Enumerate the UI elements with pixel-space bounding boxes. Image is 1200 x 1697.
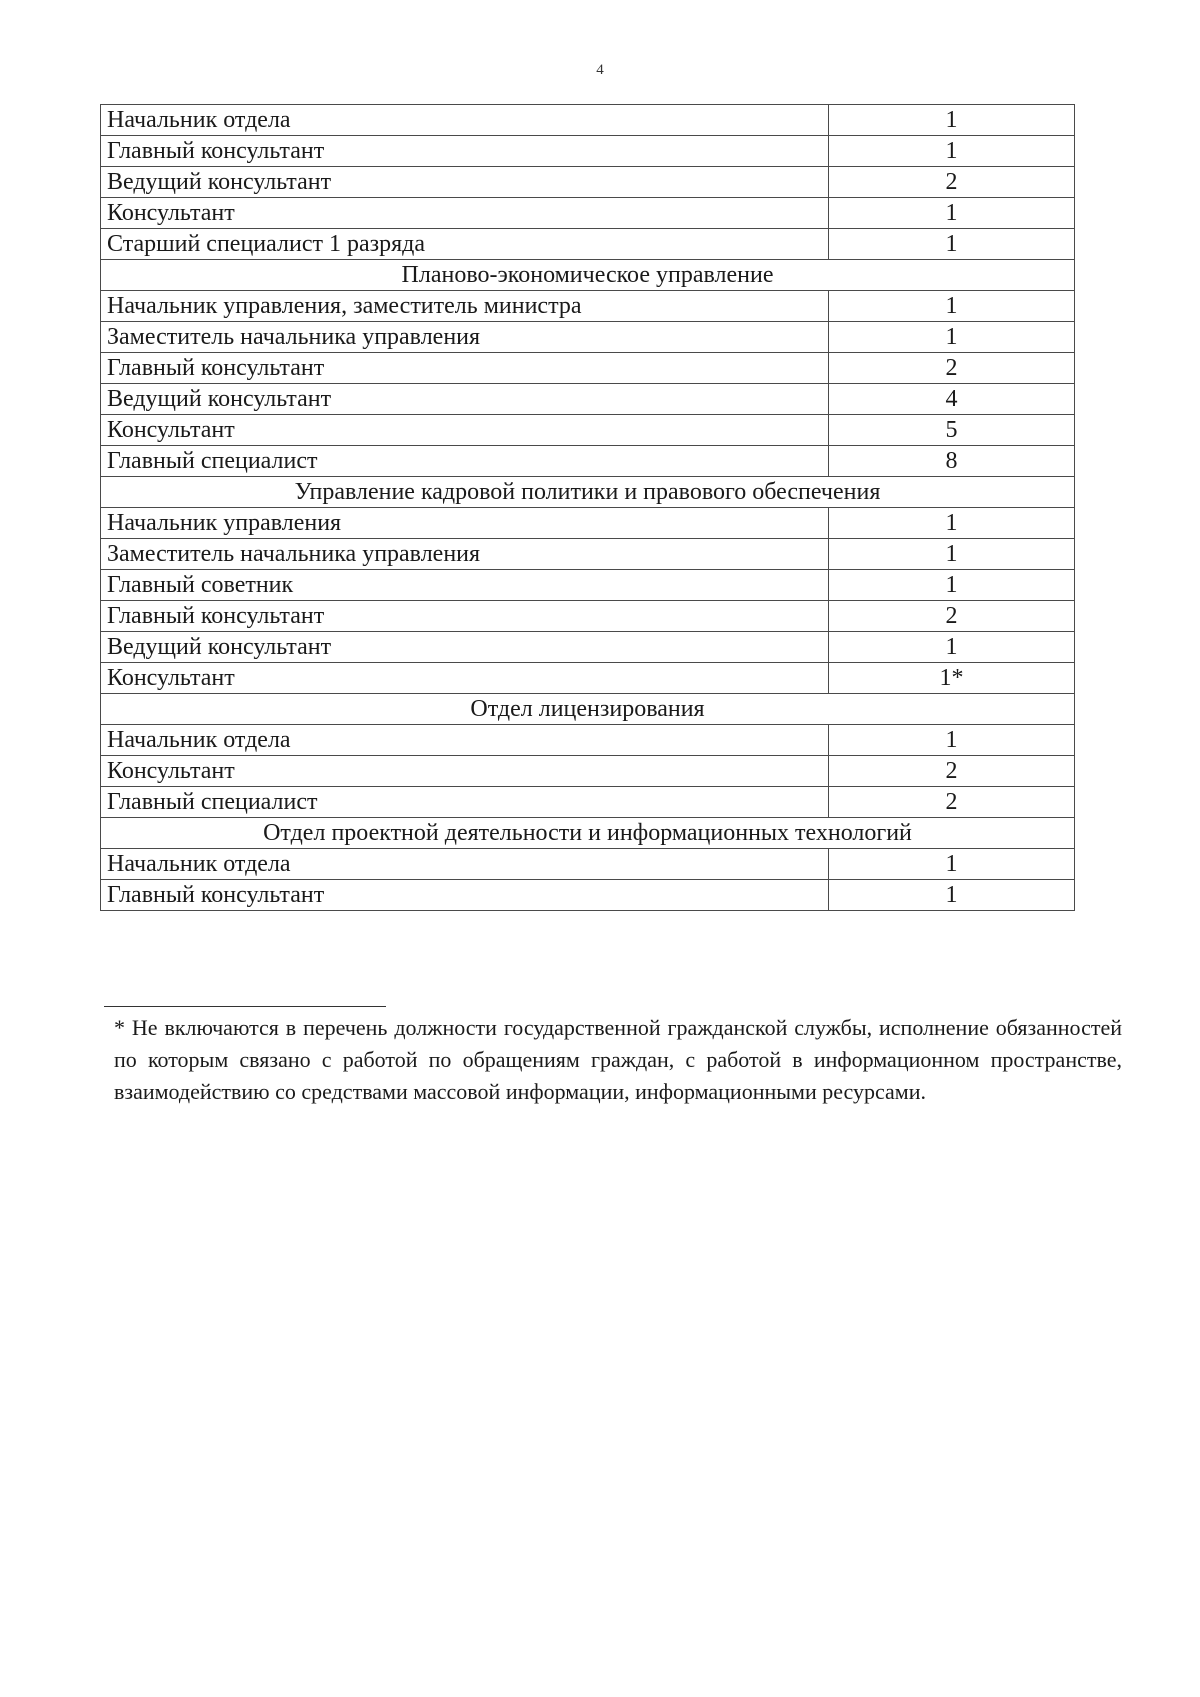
section-title: Отдел лицензирования xyxy=(101,694,1075,725)
position-name: Главный специалист xyxy=(101,787,829,818)
table-row xyxy=(101,229,1075,260)
table-row xyxy=(101,136,1075,167)
position-count: 4 xyxy=(829,384,1075,415)
position-count: 1 xyxy=(829,508,1075,539)
position-name: Ведущий консультант xyxy=(101,632,829,663)
table-row xyxy=(101,322,1075,353)
table-row xyxy=(101,756,1075,787)
position-name: Начальник отдела xyxy=(101,849,829,880)
position-name: Консультант xyxy=(101,198,829,229)
section-title: Планово-экономическое управление xyxy=(101,260,1075,291)
position-count: 2 xyxy=(829,756,1075,787)
table-row xyxy=(101,725,1075,756)
section-title: Управление кадровой политики и правового обеспечения xyxy=(101,477,1075,508)
position-name: Заместитель начальника управления xyxy=(101,322,829,353)
table-row xyxy=(101,663,1075,694)
position-count: 1* xyxy=(829,663,1075,694)
table-row xyxy=(101,787,1075,818)
position-count: 5 xyxy=(829,415,1075,446)
table-row xyxy=(101,539,1075,570)
position-name: Консультант xyxy=(101,663,829,694)
position-count: 1 xyxy=(829,136,1075,167)
position-name: Ведущий консультант xyxy=(101,167,829,198)
position-count: 1 xyxy=(829,849,1075,880)
table-row xyxy=(101,105,1075,136)
footnote-divider xyxy=(104,1006,386,1007)
table-row xyxy=(101,632,1075,663)
position-count: 2 xyxy=(829,787,1075,818)
position-count: 1 xyxy=(829,570,1075,601)
position-name: Консультант xyxy=(101,756,829,787)
position-count: 1 xyxy=(829,880,1075,911)
table-row xyxy=(101,353,1075,384)
position-name: Главный консультант xyxy=(101,601,829,632)
position-name: Главный консультант xyxy=(101,136,829,167)
positions-table-body xyxy=(101,105,1075,911)
table-row xyxy=(101,570,1075,601)
position-count: 1 xyxy=(829,725,1075,756)
position-count: 2 xyxy=(829,353,1075,384)
position-name: Начальник отдела xyxy=(101,725,829,756)
positions-table xyxy=(100,104,1075,911)
position-count: 1 xyxy=(829,198,1075,229)
position-count: 1 xyxy=(829,539,1075,570)
page-number: 4 xyxy=(596,62,604,78)
position-name: Главный советник xyxy=(101,570,829,601)
position-name: Старший специалист 1 разряда xyxy=(101,229,829,260)
section-header-row xyxy=(101,694,1075,725)
table-row xyxy=(101,291,1075,322)
table-row xyxy=(101,508,1075,539)
table-row xyxy=(101,601,1075,632)
position-name: Начальник отдела xyxy=(101,105,829,136)
position-name: Консультант xyxy=(101,415,829,446)
position-name: Начальник управления, заместитель министра xyxy=(101,291,829,322)
position-count: 1 xyxy=(829,105,1075,136)
section-header-row xyxy=(101,477,1075,508)
table-row xyxy=(101,198,1075,229)
position-count: 1 xyxy=(829,322,1075,353)
footnote: * Не включаются в перечень должности государственной гражданской службы, исполнение обязанностей по которым связано с работой по обращениям граждан, с работой в информационном пространстве, взаимодействию со средствами массовой информации, информационными ресурсами. xyxy=(114,1015,1122,1104)
table-row xyxy=(101,446,1075,477)
position-name: Ведущий консультант xyxy=(101,384,829,415)
section-title: Отдел проектной деятельности и информационных технологий xyxy=(101,818,1075,849)
position-count: 2 xyxy=(829,167,1075,198)
table-row xyxy=(101,880,1075,911)
position-name: Главный специалист xyxy=(101,446,829,477)
section-header-row xyxy=(101,818,1075,849)
position-name: Главный консультант xyxy=(101,880,829,911)
table-row xyxy=(101,415,1075,446)
position-name: Заместитель начальника управления xyxy=(101,539,829,570)
section-header-row xyxy=(101,260,1075,291)
position-count: 1 xyxy=(829,291,1075,322)
position-count: 1 xyxy=(829,632,1075,663)
position-name: Начальник управления xyxy=(101,508,829,539)
table-row xyxy=(101,167,1075,198)
position-count: 8 xyxy=(829,446,1075,477)
position-count: 2 xyxy=(829,601,1075,632)
position-name: Главный консультант xyxy=(101,353,829,384)
position-count: 1 xyxy=(829,229,1075,260)
table-row xyxy=(101,384,1075,415)
table-row xyxy=(101,849,1075,880)
